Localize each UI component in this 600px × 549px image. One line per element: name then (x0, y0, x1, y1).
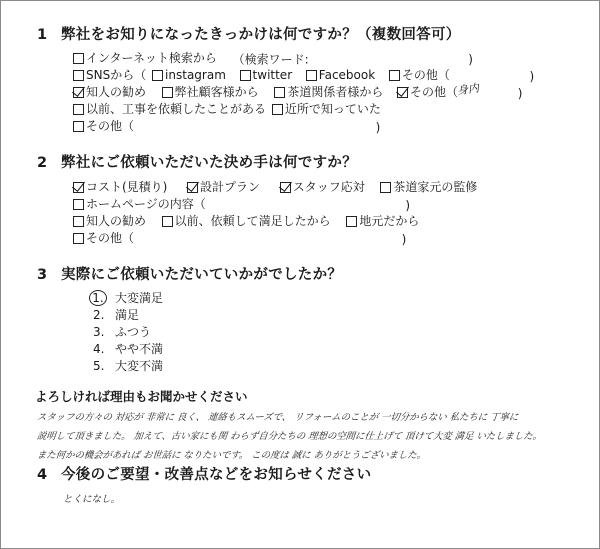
checkbox-box[interactable] (240, 70, 251, 81)
q1-instagram-checkbox[interactable]: instagram (152, 68, 226, 82)
reason-handwritten-line-3: また何かの機会があれば お世話に なりたいです。 この度は 誠に ありがとうございました。 (36, 450, 427, 461)
checkbox-box[interactable] (73, 53, 84, 64)
checkbox-box[interactable] (73, 70, 84, 81)
q1-referral-other-checkbox[interactable]: その他（ (397, 85, 458, 99)
checkbox-box[interactable] (73, 199, 84, 210)
q1-other-checkbox[interactable]: その他（ (73, 119, 134, 133)
q1-facebook-checkbox[interactable]: Facebook (306, 68, 375, 82)
q2-local-checkbox[interactable]: 地元だから (346, 214, 419, 228)
question-4-number: 4 (37, 467, 48, 483)
q3-option-3[interactable]: 3. ふつう (93, 325, 152, 339)
question-1 (37, 23, 461, 44)
q1-row-previous (73, 102, 383, 118)
checkbox-box[interactable] (397, 87, 408, 98)
checkbox-box[interactable] (73, 121, 84, 132)
checkbox-box[interactable] (389, 70, 400, 81)
q1-referral-close: ) (517, 86, 523, 101)
checkbox-box[interactable] (73, 87, 84, 98)
q1-sns-checkbox[interactable]: SNSから（ (73, 68, 146, 82)
question-1-number: 1 (37, 27, 48, 43)
q1-tea-checkbox[interactable]: 茶道関係者様から (274, 85, 383, 99)
q1-twitter-checkbox[interactable]: twitter (240, 68, 293, 82)
reason-handwritten-line-2: 説明して頂きました。 加えて、古い家にも関 わらず自分たちの 理想の空間に仕上げて 頂けて大変 満足 いたしました。 (36, 431, 543, 442)
q1-row-search (73, 51, 473, 67)
q2-homepage-close: ) (405, 198, 411, 213)
q2-row-1 (73, 180, 479, 196)
question-2 (37, 151, 357, 172)
q4-handwritten-answer: とくになし。 (63, 494, 121, 505)
q1-row-referral (73, 85, 522, 101)
q1-search-keyword-label: （検索ワード: (232, 52, 309, 67)
q2-row-2 (73, 197, 410, 213)
question-3-number: 3 (37, 267, 48, 283)
q3-option-2[interactable]: 2. 満足 (93, 308, 140, 322)
q1-sns-close: ) (529, 69, 535, 84)
checkbox-box[interactable] (152, 70, 163, 81)
checkbox-box[interactable] (380, 182, 391, 193)
question-2-title: 弊社にご依頼いただいた決め手は何ですか？ (61, 155, 357, 171)
q1-nearby-checkbox[interactable]: 近所で知っていた (272, 102, 381, 116)
q3-option-1[interactable]: 1. 大変満足 (93, 289, 163, 306)
checkbox-box[interactable] (272, 104, 283, 115)
q2-other-close: ) (401, 232, 407, 247)
question-3-title: 実際にご依頼いただいていかがでしたか？ (61, 267, 343, 283)
reason-label: よろしければ理由もお聞かせください (35, 389, 248, 404)
q1-row-other (73, 119, 380, 135)
question-2-number: 2 (37, 155, 48, 171)
q1-sns-other-checkbox[interactable]: その他（ (389, 68, 450, 82)
q1-customer-checkbox[interactable]: 弊社顧客様から (162, 85, 259, 99)
q1-referral-handwritten-note: 身内 (456, 81, 480, 98)
q2-design-checkbox[interactable]: 設計プラン (187, 180, 260, 194)
question-1-title: 弊社をお知りになったきっかけは何ですか？（複数回答可） (61, 27, 461, 43)
checkbox-box[interactable] (187, 182, 198, 193)
q3-option-4[interactable]: 4. やや不満 (93, 342, 164, 356)
checkbox-box[interactable] (346, 216, 357, 227)
reason-handwritten-line-1: スタッフの方々の 対応が 非常に 良く、 連絡もスムーズで、 リフォームのことが 一切分からない 私たちに 丁寧に (36, 412, 519, 423)
q2-homepage-checkbox[interactable]: ホームページの内容（ (73, 197, 206, 211)
checkbox-box[interactable] (162, 87, 173, 98)
q2-staff-checkbox[interactable]: スタッフ応対 (280, 180, 365, 194)
q2-satisfied-checkbox[interactable]: 以前、依頼して満足したから (162, 214, 331, 228)
checkbox-box[interactable] (274, 87, 285, 98)
q1-referral-checkbox[interactable]: 知人の勧め (73, 85, 146, 99)
question-3 (37, 263, 342, 284)
question-4-title: 今後のご要望・改善点などをお知らせください (61, 467, 372, 483)
checkbox-box[interactable] (73, 104, 84, 115)
q2-row-4 (73, 231, 406, 247)
q2-other-checkbox[interactable]: その他（ (73, 231, 134, 245)
q2-tea-master-checkbox[interactable]: 茶道家元の監修 (380, 180, 477, 194)
question-4 (37, 463, 371, 484)
checkbox-box[interactable] (306, 70, 317, 81)
q2-row-3 (73, 214, 421, 230)
checkbox-box[interactable] (162, 216, 173, 227)
q2-friend-checkbox[interactable]: 知人の勧め (73, 214, 146, 228)
q1-search-close: ) (468, 52, 473, 67)
checkbox-box[interactable] (280, 182, 291, 193)
checkbox-box[interactable] (73, 216, 84, 227)
checkbox-box[interactable] (73, 182, 84, 193)
q2-cost-checkbox[interactable]: コスト(見積り) (73, 180, 167, 194)
selected-circle-mark: 1. (89, 290, 107, 306)
q1-previous-checkbox[interactable]: 以前、工事を依頼したことがある (73, 102, 266, 116)
checkbox-box[interactable] (73, 233, 84, 244)
q3-option-5[interactable]: 5. 大変不満 (93, 359, 164, 373)
q1-other-close: ) (375, 120, 381, 135)
q1-search-checkbox[interactable]: インターネット検索から (73, 51, 217, 65)
